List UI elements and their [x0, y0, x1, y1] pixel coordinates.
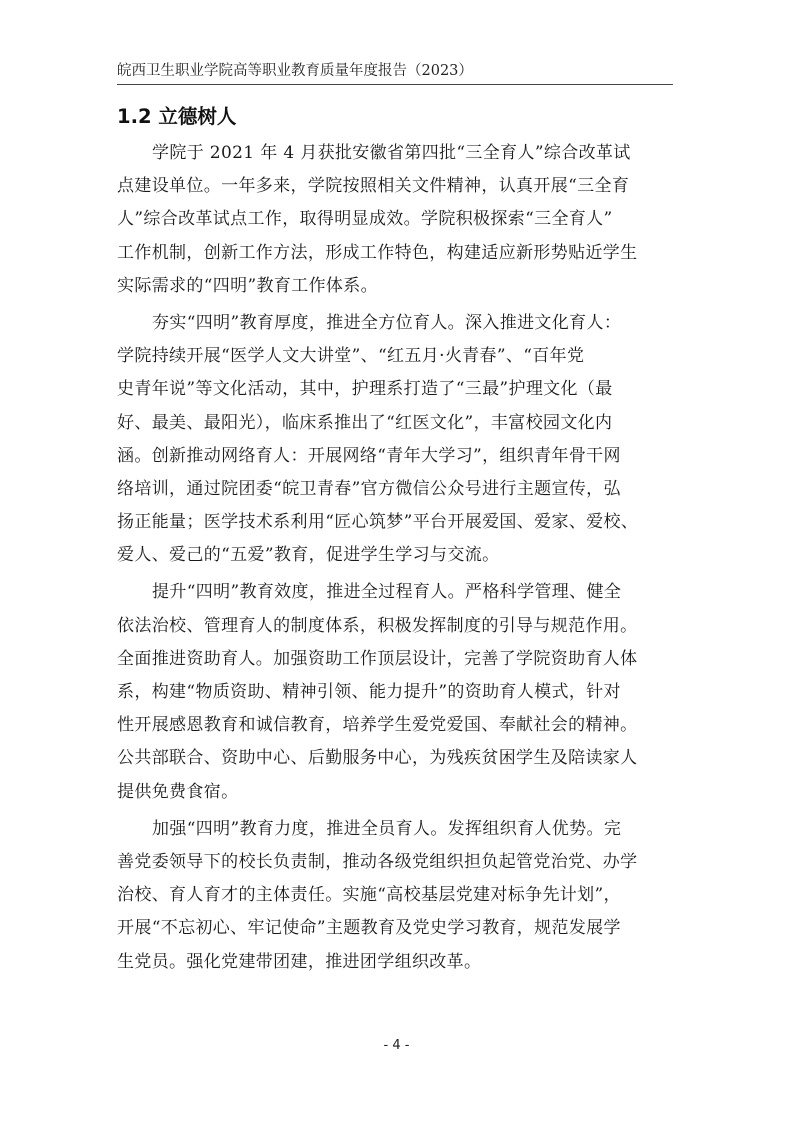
- paragraph-line: 工作机制，创新工作方法，形成工作特色，构建适应新形势贴近学生: [117, 242, 638, 263]
- page-number: - 4 -: [383, 1038, 410, 1053]
- paragraph-line: 夯实“四明”教育厚度，推进全方位育人。深入推进文化育人：: [152, 312, 622, 333]
- paragraph-line: 史青年说”等文化活动，其中，护理系打造了“三最”护理文化（最: [117, 379, 613, 400]
- paragraph-line: 提升“四明”教育效度，推进全过程育人。严格科学管理、健全: [152, 582, 622, 603]
- paragraph-line: 学院于 2021 年 4 月获批安徽省第四批“三全育人”综合改革试: [152, 143, 631, 163]
- paragraph-all-staff-education: [117, 813, 677, 979]
- paragraph-line: 实际需求的“四明”教育工作体系。: [117, 275, 378, 296]
- paragraph-line: 学院持续开展“医学人文大讲堂”、“红五月·火青春”、“百年党: [117, 346, 585, 367]
- paragraph-line: 善党委领导下的校长负责制，推动各级党组织担负起管党治党、办学: [117, 851, 638, 872]
- paragraph-line: 点建设单位。一年多来，学院按照相关文件精神，认真开展“三全育: [117, 176, 630, 197]
- header-divider: [117, 84, 673, 85]
- paragraph-line: 系，构建“物质资助、精神引领、能力提升”的资助育人模式，针对: [117, 682, 621, 702]
- paragraph-line: 好、最美、最阳光），临床系推出了“红医文化”，丰富校园文化内: [117, 412, 613, 433]
- body-text: [117, 137, 677, 983]
- paragraph-line: 提供免费食宿。: [117, 781, 239, 802]
- section-heading: 1.2 立德树人: [117, 105, 237, 128]
- paragraph-line: 加强“四明”教育力度，推进全员育人。发挥组织育人优势。完: [152, 818, 622, 839]
- paragraph-whole-process-education: [117, 576, 677, 808]
- paragraph-line: 生党员。强化党建带团建，推进团学组织改革。: [117, 951, 482, 972]
- paragraph-line: 全面推进资助育人。加强资助工作顶层设计，完善了学院资助育人体: [117, 648, 638, 669]
- paragraph-line: 络培训，通过院团委“皖卫青春”官方微信公众号进行主题宣传，弘: [117, 478, 621, 499]
- report-header-title: 皖西卫生职业学院高等职业教育质量年度报告（2023）: [117, 63, 473, 79]
- paragraph-line: 依法治校、管理育人的制度体系，积极发挥制度的引导与规范作用。: [117, 615, 638, 636]
- paragraph-three-all-education: [117, 137, 677, 303]
- paragraph-line: 爱人、爱己的“五爱”教育，促进学生学习与交流。: [117, 545, 500, 566]
- paragraph-line: 治校、育人育才的主体责任。实施“高校基层党建对标争先计划”，: [117, 885, 621, 906]
- paragraph-line: 涵。创新推动网络育人：开展网络“青年大学习”，组织青年骨干网: [117, 445, 621, 466]
- paragraph-line: 公共部联合、资助中心、后勤服务中心，为残疾贫困学生及陪读家人: [117, 748, 638, 769]
- paragraph-all-round-education: [117, 307, 677, 573]
- paragraph-line: 开展“不忘初心、牢记使命”主题教育及党史学习教育，规范发展学: [117, 918, 621, 939]
- paragraph-line: 性开展感恩教育和诚信教育，培养学生爱党爱国、奉献社会的精神。: [117, 715, 638, 736]
- paragraph-line: 扬正能量；医学技术系利用“匠心筑梦”平台开展爱国、爱家、爱校、: [117, 512, 639, 533]
- paragraph-line: 人”综合改革试点工作，取得明显成效。学院积极探索“三全育人”: [117, 209, 613, 230]
